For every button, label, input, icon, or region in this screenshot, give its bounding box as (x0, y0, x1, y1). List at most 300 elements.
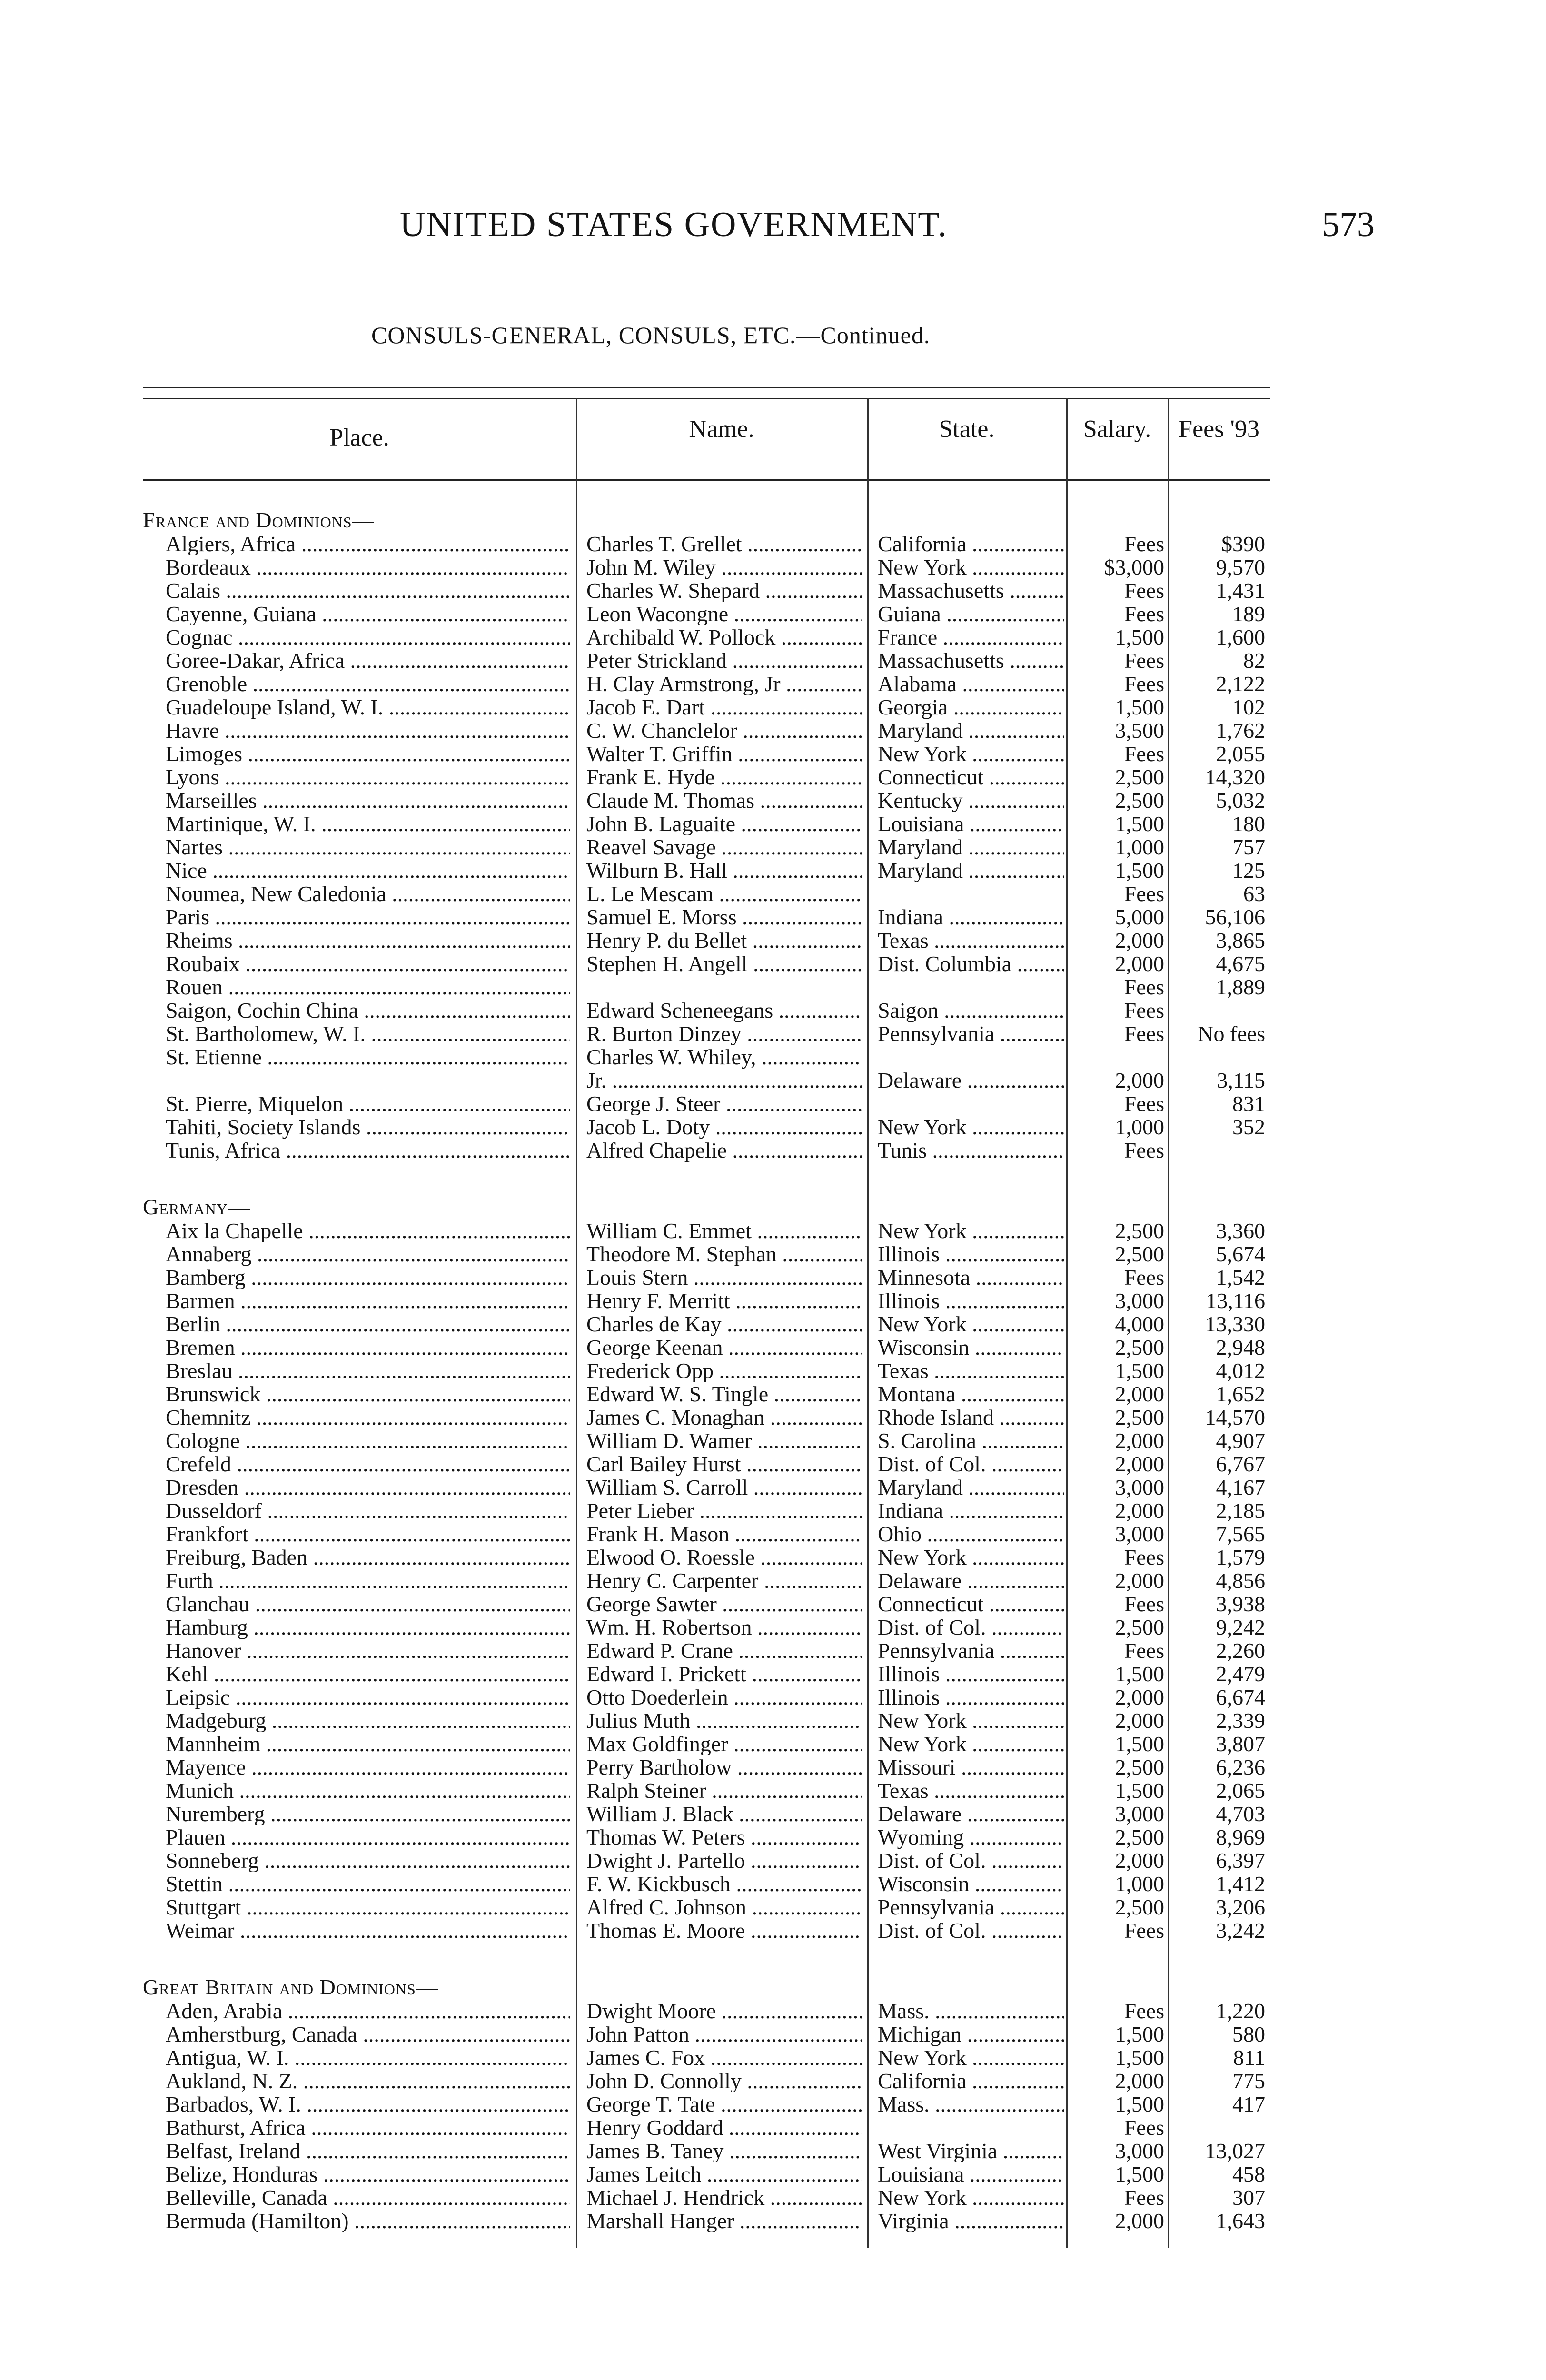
cell-state: Georgia ..... (878, 695, 1064, 719)
table-row (143, 1662, 1270, 1686)
table-row (143, 905, 1270, 929)
cell-place: Plauen ..... (166, 1825, 570, 1849)
cell-salary: 1,500 (1115, 812, 1164, 836)
table-row (143, 1219, 1270, 1242)
table-row (143, 765, 1270, 789)
cell-salary: 2,000 (1115, 1848, 1164, 1873)
cell-fees: 2,185 (1216, 1498, 1265, 1523)
cell-name: John M. Wiley ..... (586, 555, 862, 579)
cell-state: Montana ..... (878, 1382, 1064, 1406)
group-spacer (143, 1162, 1270, 1195)
cell-place: Glanchau ..... (166, 1592, 570, 1616)
table-row (143, 649, 1270, 672)
cell-name: George Keenan ..... (586, 1336, 862, 1359)
cell-fees: 5,674 (1216, 1242, 1265, 1266)
table-row (143, 1115, 1270, 1139)
cell-name: F. W. Kickbusch ..... (586, 1872, 862, 1895)
cell-state: Wisconsin ..... (878, 1336, 1064, 1359)
cell-salary: 2,000 (1115, 2209, 1164, 2233)
cell-place: Havre ..... (166, 719, 570, 742)
cell-name: Jacob L. Doty ..... (586, 1115, 862, 1139)
cell-name: Edward I. Prickett ..... (586, 1662, 862, 1686)
cell-state: New York ..... (878, 555, 1064, 579)
cell-salary: Fees (1124, 2185, 1164, 2210)
cell-place: Cognac ..... (166, 625, 570, 649)
cell-salary: 2,000 (1115, 952, 1164, 976)
cell-fees: 5,032 (1216, 788, 1265, 813)
cell-state: New York ..... (878, 1115, 1064, 1139)
cell-state: Maryland ..... (878, 835, 1064, 859)
cell-salary: 2,000 (1115, 928, 1164, 952)
column-header-salary: Salary. (1083, 416, 1151, 443)
cell-state: Connecticut ..... (878, 765, 1064, 789)
cell-state: Saigon ..... (878, 999, 1064, 1022)
consuls-table (143, 387, 1270, 2248)
cell-place: Aukland, N. Z. ..... (166, 2069, 570, 2092)
table-row (143, 555, 1270, 579)
cell-place: Lyons ..... (166, 765, 570, 789)
cell-place: Grenoble ..... (166, 672, 570, 695)
cell-salary: 1,500 (1115, 858, 1164, 883)
table-row (143, 1092, 1270, 1115)
cell-place: Mayence ..... (166, 1755, 570, 1779)
cell-fees: 4,856 (1216, 1568, 1265, 1593)
table-row (143, 1569, 1270, 1592)
cell-name: Leon Wacongne ..... (586, 602, 862, 625)
cell-fees: 14,320 (1205, 765, 1265, 789)
cell-place: Belleville, Canada ..... (166, 2186, 570, 2209)
cell-state: Virginia ..... (878, 2209, 1064, 2232)
cell-name: L. Le Mescam ..... (586, 882, 862, 905)
cell-fees: 189 (1232, 602, 1265, 626)
cell-place: Weimar ..... (166, 1919, 570, 1942)
cell-name: Wm. H. Robertson ..... (586, 1616, 862, 1639)
cell-state: Maryland ..... (878, 719, 1064, 742)
cell-fees: 2,260 (1216, 1638, 1265, 1663)
table-row (143, 1266, 1270, 1289)
cell-name: Marshall Hanger ..... (586, 2209, 862, 2232)
cell-name: Thomas W. Peters ..... (586, 1825, 862, 1849)
cell-place: Aden, Arabia ..... (166, 1999, 570, 2023)
cell-place: Stuttgart ..... (166, 1895, 570, 1919)
cell-place: Crefeld ..... (166, 1452, 570, 1476)
cell-salary: 2,000 (1115, 1428, 1164, 1453)
table-row (143, 929, 1270, 952)
cell-name: Elwood O. Roessle ..... (586, 1546, 862, 1569)
cell-salary: Fees (1124, 882, 1164, 906)
cell-salary: 1,500 (1115, 2045, 1164, 2070)
cell-salary: Fees (1124, 1265, 1164, 1289)
cell-place: Nartes ..... (166, 835, 570, 859)
table-row (143, 1139, 1270, 1162)
cell-state: Kentucky ..... (878, 789, 1064, 812)
cell-state: Mass. ..... (878, 1999, 1064, 2023)
cell-salary: 3,000 (1115, 2139, 1164, 2163)
cell-place: Hanover ..... (166, 1639, 570, 1662)
cell-salary: Fees (1124, 2115, 1164, 2140)
cell-fees: 102 (1232, 695, 1265, 719)
cell-name: James C. Monaghan ..... (586, 1406, 862, 1429)
cell-salary: Fees (1124, 1638, 1164, 1663)
cell-state: California ..... (878, 532, 1064, 555)
cell-state: Dist. Columbia ..... (878, 952, 1064, 975)
cell-state: New York ..... (878, 1732, 1064, 1755)
cell-state: Texas ..... (878, 1359, 1064, 1382)
cell-state: Maryland ..... (878, 859, 1064, 882)
cell-fees: 82 (1243, 648, 1265, 673)
cell-fees: 3,115 (1217, 1068, 1265, 1092)
cell-state: New York ..... (878, 1709, 1064, 1732)
table-row (143, 2069, 1270, 2092)
cell-name: Otto Doederlein ..... (586, 1686, 862, 1709)
table-row (143, 1429, 1270, 1452)
cell-salary: 1,500 (1115, 1359, 1164, 1383)
cell-name: Charles T. Grellet ..... (586, 532, 862, 555)
cell-place: Leipsic ..... (166, 1686, 570, 1709)
table-row (143, 1755, 1270, 1779)
cell-fees: 1,220 (1216, 1999, 1265, 2023)
table-row (143, 1732, 1270, 1755)
cell-place: Hamburg ..... (166, 1616, 570, 1639)
cell-state: California ..... (878, 2069, 1064, 2092)
cell-name: Charles de Kay ..... (586, 1312, 862, 1336)
cell-salary: Fees (1124, 998, 1164, 1022)
cell-place: St. Pierre, Miquelon ..... (166, 1092, 570, 1115)
cell-state: New York ..... (878, 1219, 1064, 1242)
cell-state: Alabama ..... (878, 672, 1064, 695)
table-row (143, 625, 1270, 649)
cell-name: George T. Tate ..... (586, 2092, 862, 2116)
cell-name: James Leitch ..... (586, 2162, 862, 2186)
cell-place: Annaberg ..... (166, 1242, 570, 1266)
cell-place: Breslau ..... (166, 1359, 570, 1382)
group-header: France and Dominions— (143, 508, 375, 532)
cell-state: Minnesota ..... (878, 1266, 1064, 1289)
cell-name: Dwight J. Partello ..... (586, 1849, 862, 1872)
cell-salary: 2,000 (1115, 1382, 1164, 1406)
cell-fees: 580 (1232, 2022, 1265, 2046)
cell-fees: 6,236 (1216, 1755, 1265, 1779)
cell-place: Nice ..... (166, 859, 570, 882)
cell-fees: 458 (1232, 2162, 1265, 2186)
cell-state: New York ..... (878, 2046, 1064, 2069)
cell-place: Barbados, W. I. ..... (166, 2092, 570, 2116)
cell-fees: 3,938 (1216, 1592, 1265, 1616)
cell-salary: 1,500 (1115, 2162, 1164, 2186)
cell-fees: 775 (1232, 2069, 1265, 2093)
table-row (143, 2209, 1270, 2232)
cell-place: Chemnitz ..... (166, 1406, 570, 1429)
cell-salary: Fees (1124, 742, 1164, 766)
cell-state: Connecticut ..... (878, 1592, 1064, 1616)
cell-fees: 3,865 (1216, 928, 1265, 952)
cell-place: Marseilles ..... (166, 789, 570, 812)
cell-salary: Fees (1124, 578, 1164, 603)
cell-state: Mass. ..... (878, 2092, 1064, 2116)
cell-name: William S. Carroll ..... (586, 1476, 862, 1499)
cell-name: Ralph Steiner ..... (586, 1779, 862, 1802)
cell-salary: Fees (1124, 1545, 1164, 1569)
cell-fees: 1,652 (1216, 1382, 1265, 1406)
cell-salary: 4,000 (1115, 1312, 1164, 1336)
table-row (143, 1872, 1270, 1895)
cell-place: Dresden ..... (166, 1476, 570, 1499)
cell-state: Delaware ..... (878, 1069, 1064, 1092)
cell-state: New York ..... (878, 1546, 1064, 1569)
cell-fees: 6,674 (1216, 1685, 1265, 1709)
cell-name: Claude M. Thomas ..... (586, 789, 862, 812)
cell-salary: 1,500 (1115, 1778, 1164, 1803)
cell-state: Illinois ..... (878, 1242, 1064, 1266)
cell-state: Louisiana ..... (878, 812, 1064, 835)
cell-state: New York ..... (878, 1312, 1064, 1336)
cell-fees: 9,570 (1216, 555, 1265, 579)
cell-name: Theodore M. Stephan ..... (586, 1242, 862, 1266)
cell-salary: 1,000 (1115, 835, 1164, 859)
cell-state: Dist. of Col. ..... (878, 1616, 1064, 1639)
cell-name: Alfred Chapelie ..... (586, 1139, 862, 1162)
cell-state: S. Carolina ..... (878, 1429, 1064, 1452)
cell-name: C. W. Chanclelor ..... (586, 719, 862, 742)
cell-salary: 3,000 (1115, 1289, 1164, 1313)
cell-place: Martinique, W. I. ..... (166, 812, 570, 835)
table-row (143, 882, 1270, 905)
cell-place: Roubaix ..... (166, 952, 570, 975)
cell-salary: Fees (1124, 648, 1164, 673)
cell-name: Reavel Savage ..... (586, 835, 862, 859)
cell-salary: 1,500 (1115, 2022, 1164, 2046)
cell-place: Rheims ..... (166, 929, 570, 952)
table-row (143, 2139, 1270, 2162)
cell-fees: 6,397 (1216, 1848, 1265, 1873)
cell-fees: 417 (1232, 2092, 1265, 2116)
cell-state: France ..... (878, 625, 1064, 649)
table-row (143, 1022, 1270, 1045)
table-row (143, 1616, 1270, 1639)
cell-state: Missouri ..... (878, 1755, 1064, 1779)
cell-name: Dwight Moore ..... (586, 1999, 862, 2023)
cell-name: Peter Strickland ..... (586, 649, 862, 672)
cell-state: Illinois ..... (878, 1289, 1064, 1312)
table-row (143, 1406, 1270, 1429)
column-header-fees: Fees '93 (1179, 416, 1259, 443)
table-row (143, 1045, 1270, 1069)
table-row (143, 2023, 1270, 2046)
cell-name: Archibald W. Pollock ..... (586, 625, 862, 649)
table-row (143, 1779, 1270, 1802)
table-body (143, 508, 1270, 2232)
table-group (143, 508, 1270, 1162)
cell-state: Wyoming ..... (878, 1825, 1064, 1849)
cell-place: Freiburg, Baden ..... (166, 1546, 570, 1569)
table-row (143, 672, 1270, 695)
cell-state: Illinois ..... (878, 1662, 1064, 1686)
cell-state: New York ..... (878, 742, 1064, 765)
cell-salary: 2,500 (1115, 1615, 1164, 1639)
table-row (143, 1999, 1270, 2023)
table-row (143, 2186, 1270, 2209)
cell-salary: $3,000 (1104, 555, 1164, 579)
cell-fees: 14,570 (1205, 1405, 1265, 1429)
table-row (143, 579, 1270, 602)
table-top-rule (143, 387, 1270, 388)
cell-salary: Fees (1124, 1021, 1164, 1046)
cell-name: Henry F. Merritt ..... (586, 1289, 862, 1312)
cell-fees: 13,116 (1206, 1289, 1265, 1313)
cell-name: Jr. ..... (586, 1069, 862, 1092)
cell-place: Noumea, New Caledonia ..... (166, 882, 570, 905)
cell-salary: Fees (1124, 1999, 1164, 2023)
cell-fees: 2,479 (1216, 1662, 1265, 1686)
table-row (143, 859, 1270, 882)
cell-name: Samuel E. Morss ..... (586, 905, 862, 929)
table-row (143, 2162, 1270, 2186)
cell-place: Bathurst, Africa ..... (166, 2116, 570, 2139)
group-header: Great Britain and Dominions— (143, 1975, 438, 1999)
cell-fees: 2,339 (1216, 1708, 1265, 1733)
cell-fees: 1,643 (1216, 2209, 1265, 2233)
cell-name: Frank H. Mason ..... (586, 1522, 862, 1546)
cell-salary: 5,000 (1115, 905, 1164, 929)
cell-fees: 8,969 (1216, 1825, 1265, 1849)
cell-place: Antigua, W. I. ..... (166, 2046, 570, 2069)
cell-salary: 2,500 (1115, 1895, 1164, 1919)
cell-salary: 2,500 (1115, 1335, 1164, 1359)
cell-place: Berlin ..... (166, 1312, 570, 1336)
cell-salary: 2,500 (1115, 1242, 1164, 1266)
table-row (143, 1919, 1270, 1942)
cell-salary: 2,000 (1115, 1452, 1164, 1476)
cell-fees: 3,360 (1216, 1219, 1265, 1243)
cell-state: Massachusetts ..... (878, 649, 1064, 672)
table-row (143, 952, 1270, 975)
cell-salary: 2,000 (1115, 1708, 1164, 1733)
cell-fees: 13,027 (1205, 2139, 1265, 2163)
cell-fees: 9,242 (1216, 1615, 1265, 1639)
table-row (143, 1289, 1270, 1312)
cell-place: Tunis, Africa ..... (166, 1139, 570, 1162)
cell-fees: 4,703 (1216, 1802, 1265, 1826)
table-row (143, 1849, 1270, 1872)
cell-salary: 1,000 (1115, 1115, 1164, 1139)
cell-state: Tunis ..... (878, 1139, 1064, 1162)
cell-salary: Fees (1124, 672, 1164, 696)
table-top-rule-inner (143, 398, 1270, 399)
cell-place: Calais ..... (166, 579, 570, 602)
column-header-name: Name. (689, 416, 754, 443)
table-row (143, 835, 1270, 859)
cell-name: William C. Emmet ..... (586, 1219, 862, 1242)
table-row (143, 1242, 1270, 1266)
section-title: CONSULS-GENERAL, CONSULS, ETC.—Continued. (371, 322, 931, 348)
cell-fees: 2,055 (1216, 742, 1265, 766)
cell-name: Jacob E. Dart ..... (586, 695, 862, 719)
cell-place: Amherstburg, Canada ..... (166, 2023, 570, 2046)
cell-fees: $390 (1221, 532, 1265, 556)
cell-place: Nuremberg ..... (166, 1802, 570, 1825)
cell-state: Guiana ..... (878, 602, 1064, 625)
table-row (143, 1522, 1270, 1546)
cell-place: Sonneberg ..... (166, 1849, 570, 1872)
table-row (143, 2116, 1270, 2139)
cell-fees: 4,907 (1216, 1428, 1265, 1453)
table-row (143, 999, 1270, 1022)
cell-state: Dist. of Col. ..... (878, 1452, 1064, 1476)
cell-place: Brunswick ..... (166, 1382, 570, 1406)
cell-place: Algiers, Africa ..... (166, 532, 570, 555)
table-row (143, 1592, 1270, 1616)
table-row (143, 1382, 1270, 1406)
cell-fees: 2,122 (1216, 672, 1265, 696)
cell-fees: 1,762 (1216, 718, 1265, 743)
cell-fees: 1,889 (1216, 975, 1265, 999)
table-row (143, 1802, 1270, 1825)
cell-name: Henry C. Carpenter ..... (586, 1569, 862, 1592)
cell-name: Michael J. Hendrick ..... (586, 2186, 862, 2209)
column-header-place: Place. (329, 424, 389, 451)
cell-state: Indiana ..... (878, 1499, 1064, 1522)
table-row (143, 1825, 1270, 1849)
table-group (143, 1975, 1270, 2232)
cell-place: St. Etienne ..... (166, 1045, 570, 1069)
table-row (143, 975, 1270, 999)
cell-state: Delaware ..... (878, 1802, 1064, 1825)
cell-fees: 1,600 (1216, 625, 1265, 649)
cell-place: Dusseldorf ..... (166, 1499, 570, 1522)
table-row (143, 2092, 1270, 2116)
cell-name: R. Burton Dinzey ..... (586, 1022, 862, 1045)
cell-name: James C. Fox ..... (586, 2046, 862, 2069)
cell-salary: 1,500 (1115, 1662, 1164, 1686)
cell-place: Frankfort ..... (166, 1522, 570, 1546)
table-row (143, 1546, 1270, 1569)
cell-name: George Sawter ..... (586, 1592, 862, 1616)
cell-name: Henry P. du Bellet ..... (586, 929, 862, 952)
cell-name: John B. Laguaite ..... (586, 812, 862, 835)
running-head (133, 205, 1413, 248)
cell-name: William D. Wamer ..... (586, 1429, 862, 1452)
cell-salary: Fees (1124, 532, 1164, 556)
cell-place: Furth ..... (166, 1569, 570, 1592)
cell-name: William J. Black ..... (586, 1802, 862, 1825)
cell-salary: 2,500 (1115, 1825, 1164, 1849)
cell-state: West Virginia ..... (878, 2139, 1064, 2162)
group-spacer (143, 1942, 1270, 1975)
cell-state: Pennsylvania ..... (878, 1895, 1064, 1919)
cell-salary: 1,000 (1115, 1872, 1164, 1896)
cell-place: Goree-Dakar, Africa ..... (166, 649, 570, 672)
cell-name: Julius Muth ..... (586, 1709, 862, 1732)
cell-state: Dist. of Col. ..... (878, 1919, 1064, 1942)
cell-fees: 4,012 (1216, 1359, 1265, 1383)
table-row (143, 1895, 1270, 1919)
cell-place: Kehl ..... (166, 1662, 570, 1686)
cell-place: Bremen ..... (166, 1336, 570, 1359)
table-row (143, 695, 1270, 719)
table-row (143, 1709, 1270, 1732)
cell-state: Texas ..... (878, 929, 1064, 952)
cell-state: Louisiana ..... (878, 2162, 1064, 2186)
cell-place: Madgeburg ..... (166, 1709, 570, 1732)
cell-name: Edward P. Crane ..... (586, 1639, 862, 1662)
cell-salary: 3,000 (1115, 1475, 1164, 1499)
cell-state: Dist. of Col. ..... (878, 1849, 1064, 1872)
cell-place: Tahiti, Society Islands ..... (166, 1115, 570, 1139)
cell-state: Texas ..... (878, 1779, 1064, 1802)
cell-state: Pennsylvania ..... (878, 1022, 1064, 1045)
table-row (143, 1069, 1270, 1092)
cell-place: Bamberg ..... (166, 1266, 570, 1289)
